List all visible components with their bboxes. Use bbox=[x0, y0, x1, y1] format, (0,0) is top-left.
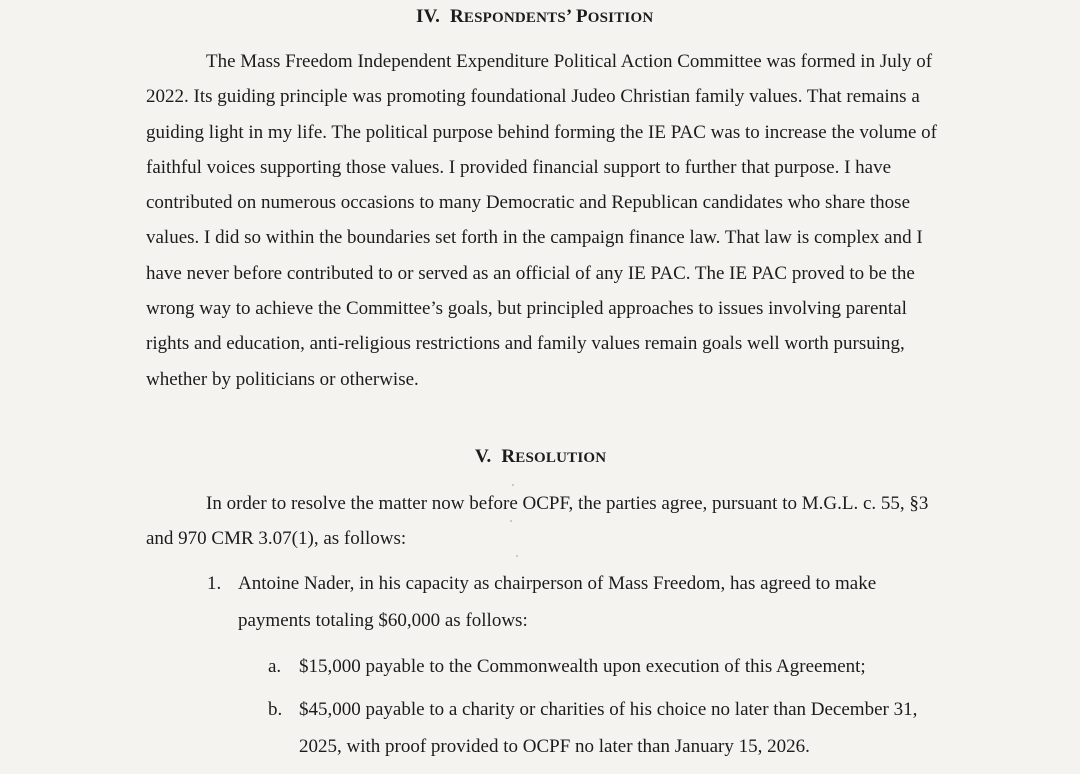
sub-list-item bbox=[268, 691, 938, 771]
section-numeral: V. bbox=[475, 446, 492, 467]
section-heading-resolution bbox=[475, 446, 606, 468]
resolution-paragraph bbox=[146, 486, 936, 557]
sub-list-item bbox=[268, 648, 928, 684]
heading-cap-letter: R bbox=[501, 446, 516, 467]
list-item-number: 1. bbox=[207, 573, 222, 594]
sub-list-item-text: $45,000 payable to a charity or charities of his choice no later than December 31, 2025, with proof provided to OCPF no later than January 15, 2026. bbox=[299, 699, 918, 757]
sub-list-item-letter: a. bbox=[268, 656, 282, 677]
section-numeral: IV. bbox=[416, 6, 441, 27]
position-text: The Mass Freedom Independent Expenditure Political Action Committee was formed in July of 2022. Its guiding principle was promoting foundational Judeo Christian family values. That remains a guiding light in my life. The political purpose behind forming the IE PAC was to increase the volume of faithful voices supporting those values. I provided financial support to further that purpose. I have contributed on numerous occasions to many Democratic and Republican candidates who share those values. I did so within the boundaries set forth in the campaign finance law. That law is complex and I have never before contributed to or served as an official of any IE PAC. The IE PAC proved to be the wrong way to achieve the Committee’s goals, but principled approaches to issues involving parental rights and education, anti-religious restrictions and family values remain goals well worth pursuing, whether by politicians or otherwise. bbox=[146, 51, 938, 390]
respondents-position-paragraph bbox=[146, 44, 943, 397]
scan-speck bbox=[510, 520, 512, 522]
heading-small-caps: OSITION bbox=[587, 10, 654, 26]
heading-small-caps: ESOLUTION bbox=[515, 450, 607, 466]
list-item-text: Antoine Nader, in his capacity as chairperson of Mass Freedom, has agreed to make payments totaling $60,000 as follows: bbox=[238, 573, 877, 631]
scan-speck bbox=[512, 484, 514, 486]
sub-list-item-text: $15,000 payable to the Commonwealth upon execution of this Agreement; bbox=[299, 656, 866, 677]
list-item bbox=[207, 565, 927, 645]
heading-small-caps: ESPONDENTS bbox=[463, 10, 566, 26]
resolution-text: In order to resolve the matter now before OCPF, the parties agree, pursuant to M.G.L. c. 55, §3 and 970 CMR 3.07(1), as follows: bbox=[146, 493, 929, 550]
heading-cap-letter: R bbox=[449, 6, 464, 27]
section-heading-respondents-position bbox=[416, 6, 653, 28]
scan-speck bbox=[516, 555, 518, 557]
heading-apostrophe-cap: ’ P bbox=[565, 6, 588, 27]
sub-list-item-letter: b. bbox=[268, 699, 283, 720]
